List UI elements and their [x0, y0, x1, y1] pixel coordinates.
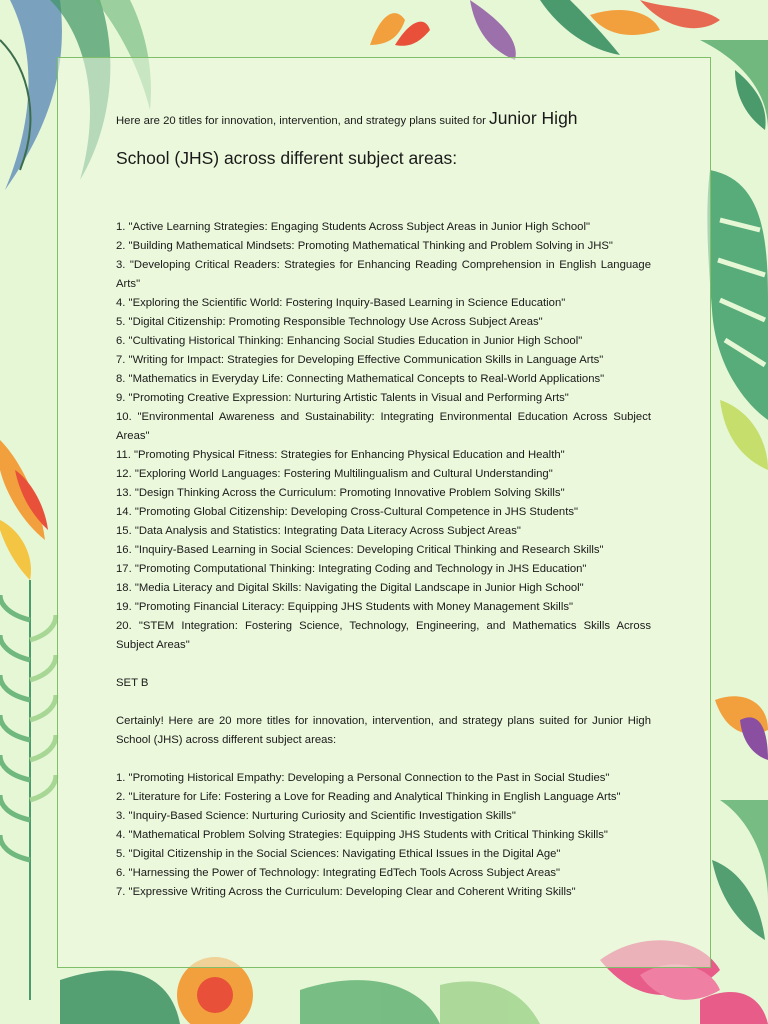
list-item: 15. "Data Analysis and Statistics: Integrating Data Literacy Across Subject Areas": [116, 525, 521, 537]
intro-lead-big: Junior High: [489, 108, 578, 128]
document-content: [116, 100, 651, 902]
list-item: 3. "Developing Critical Readers: Strategies for Enhancing Reading Comprehension in English Language Arts": [116, 259, 651, 290]
list-item: 6. "Cultivating Historical Thinking: Enhancing Social Studies Education in Junior High School": [116, 335, 583, 347]
palm-leaf-icon: [712, 800, 768, 940]
list-item: 4. "Exploring the Scientific World: Fostering Inquiry-Based Learning in Science Education": [116, 297, 566, 309]
list-item: 7. "Expressive Writing Across the Curriculum: Developing Clear and Coherent Writing Skills": [116, 886, 576, 898]
list-item: 5. "Digital Citizenship in the Social Sciences: Navigating Ethical Issues in the Digital Age": [116, 848, 561, 860]
list-item: 7. "Writing for Impact: Strategies for Developing Effective Communication Skills in Language Arts": [116, 354, 604, 366]
palm-leaf-icon: [60, 970, 540, 1024]
list-item: 14. "Promoting Global Citizenship: Developing Cross-Cultural Competence in JHS Students": [116, 506, 578, 518]
fern-leaf-icon: [0, 580, 56, 1000]
list-item: 11. "Promoting Physical Fitness: Strategies for Enhancing Physical Education and Health": [116, 449, 565, 461]
plumeria-flower-icon: [715, 696, 768, 760]
set-a-list: [116, 218, 651, 655]
list-item: 13. "Design Thinking Across the Curriculum: Promoting Innovative Problem Solving Skills": [116, 487, 565, 499]
set-b-heading: SET B: [116, 677, 149, 689]
set-b-intro: Certainly! Here are 20 more titles for innovation, intervention, and strategy plans suited for Junior High School (JHS) across different subject areas:: [116, 715, 651, 746]
intro-lead: Here are 20 titles for innovation, intervention, and strategy plans suited for: [116, 115, 486, 127]
list-item: 1. "Promoting Historical Empathy: Developing a Personal Connection to the Past in Social Studies": [116, 772, 610, 784]
list-item: 5. "Digital Citizenship: Promoting Responsible Technology Use Across Subject Areas": [116, 316, 543, 328]
list-item: 2. "Building Mathematical Mindsets: Promoting Mathematical Thinking and Problem Solving in JHS": [116, 240, 613, 252]
intro-second-line: School (JHS) across different subject areas:: [116, 148, 458, 168]
list-item: 1. "Active Learning Strategies: Engaging Students Across Subject Areas in Junior High School": [116, 221, 590, 233]
list-item: 18. "Media Literacy and Digital Skills: Navigating the Digital Landscape in Junior High School": [116, 582, 584, 594]
bird-of-paradise-icon: [0, 440, 48, 580]
list-item: 16. "Inquiry-Based Learning in Social Sciences: Developing Critical Thinking and Research Skills": [116, 544, 604, 556]
list-item: 17. "Promoting Computational Thinking: Integrating Coding and Technology in JHS Education": [116, 563, 587, 575]
list-item: 20. "STEM Integration: Fostering Science, Technology, Engineering, and Mathematics Skills Across Subject Areas": [116, 620, 651, 651]
list-item: 9. "Promoting Creative Expression: Nurturing Artistic Talents in Visual and Performing Arts": [116, 392, 569, 404]
list-item: 12. "Exploring World Languages: Fostering Multilingualism and Cultural Understanding": [116, 468, 553, 480]
tropical-flower-icon: [370, 0, 720, 60]
list-item: 10. "Environmental Awareness and Sustainability: Integrating Environmental Education Across Subject Areas": [116, 411, 651, 442]
list-item: 19. "Promoting Financial Literacy: Equipping JHS Students with Money Management Skills": [116, 601, 573, 613]
monstera-leaf-icon: [707, 170, 768, 470]
intro-paragraph: [116, 100, 651, 180]
set-b-list: [116, 769, 651, 902]
list-item: 2. "Literature for Life: Fostering a Love for Reading and Analytical Thinking in English Language Arts": [116, 791, 621, 803]
list-item: 8. "Mathematics in Everyday Life: Connecting Mathematical Concepts to Real-World Applications": [116, 373, 605, 385]
list-item: 6. "Harnessing the Power of Technology: Integrating EdTech Tools Across Subject Areas": [116, 867, 561, 879]
list-item: 3. "Inquiry-Based Science: Nurturing Curiosity and Scientific Investigation Skills": [116, 810, 516, 822]
list-item: 4. "Mathematical Problem Solving Strategies: Equipping JHS Students with Critical Thinking Skills": [116, 829, 608, 841]
